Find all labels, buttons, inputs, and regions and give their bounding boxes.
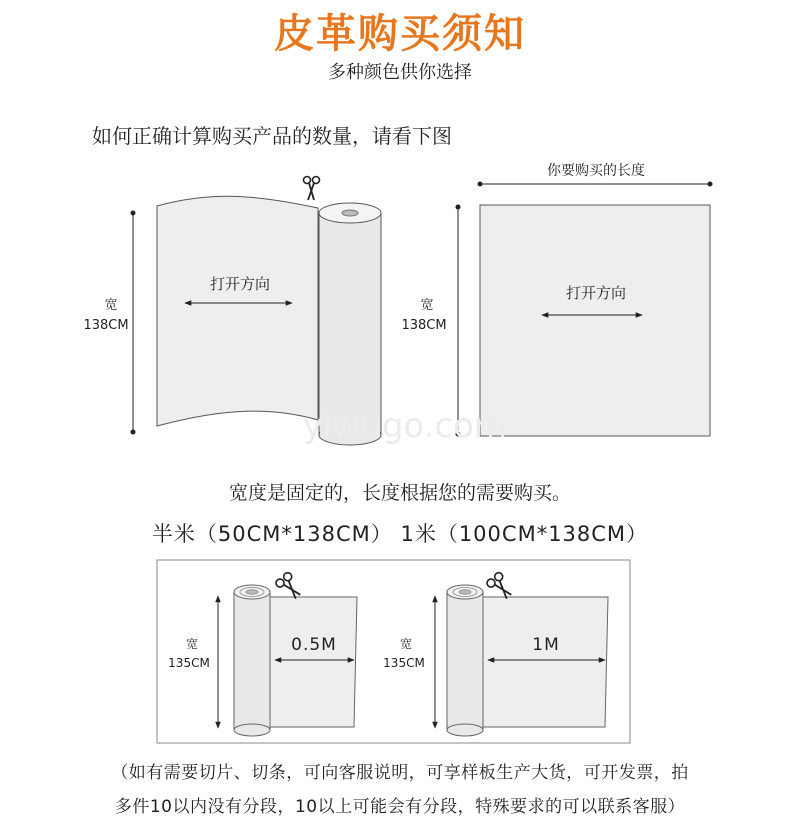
scissors-icon	[304, 177, 320, 201]
length-label: 1M	[532, 635, 560, 655]
direction-label: 打开方向	[565, 284, 627, 302]
length-label: 0.5M	[291, 635, 337, 655]
watermark: yiwugo.com	[302, 406, 508, 446]
width-label: 宽	[104, 298, 118, 313]
top-right-diagram	[401, 162, 712, 437]
fabric-roll	[234, 585, 270, 736]
width-label: 宽	[420, 298, 434, 313]
size-options: 半米（50CM*138CM） 1米（100CM*138CM）	[151, 522, 649, 546]
width-value: 135CM	[383, 656, 425, 670]
page-subtitle: 多种颜色供你选择	[328, 62, 472, 83]
flat-fabric-sheet	[480, 205, 710, 436]
width-label: 宽	[185, 637, 199, 651]
footer-line-2: 多件10以内没有分段，10以上可能会有分段，特殊要求的可以联系客服）	[114, 797, 686, 817]
fabric-roll	[447, 585, 483, 736]
direction-label: 打开方向	[209, 275, 271, 293]
bottom-panel	[157, 560, 630, 743]
unrolled-fabric-sheet	[157, 196, 318, 426]
intro-text: 如何正确计算购买产品的数量，请看下图	[92, 124, 452, 148]
length-label: 你要购买的长度	[547, 163, 645, 179]
width-fixed-note: 宽度是固定的，长度根据您的需要购买。	[228, 482, 571, 504]
width-label: 宽	[399, 637, 413, 651]
top-left-diagram	[83, 177, 381, 446]
unrolled-fabric-sheet	[463, 597, 608, 727]
footer-line-1: （如有需要切片、切条，可向客服说明，可享样板生产大货，可开发票，拍	[111, 763, 689, 783]
width-value: 135CM	[168, 656, 210, 670]
width-value: 138CM	[401, 318, 447, 333]
width-value: 138CM	[83, 318, 129, 333]
page-title: 皮革购买须知	[274, 11, 526, 57]
